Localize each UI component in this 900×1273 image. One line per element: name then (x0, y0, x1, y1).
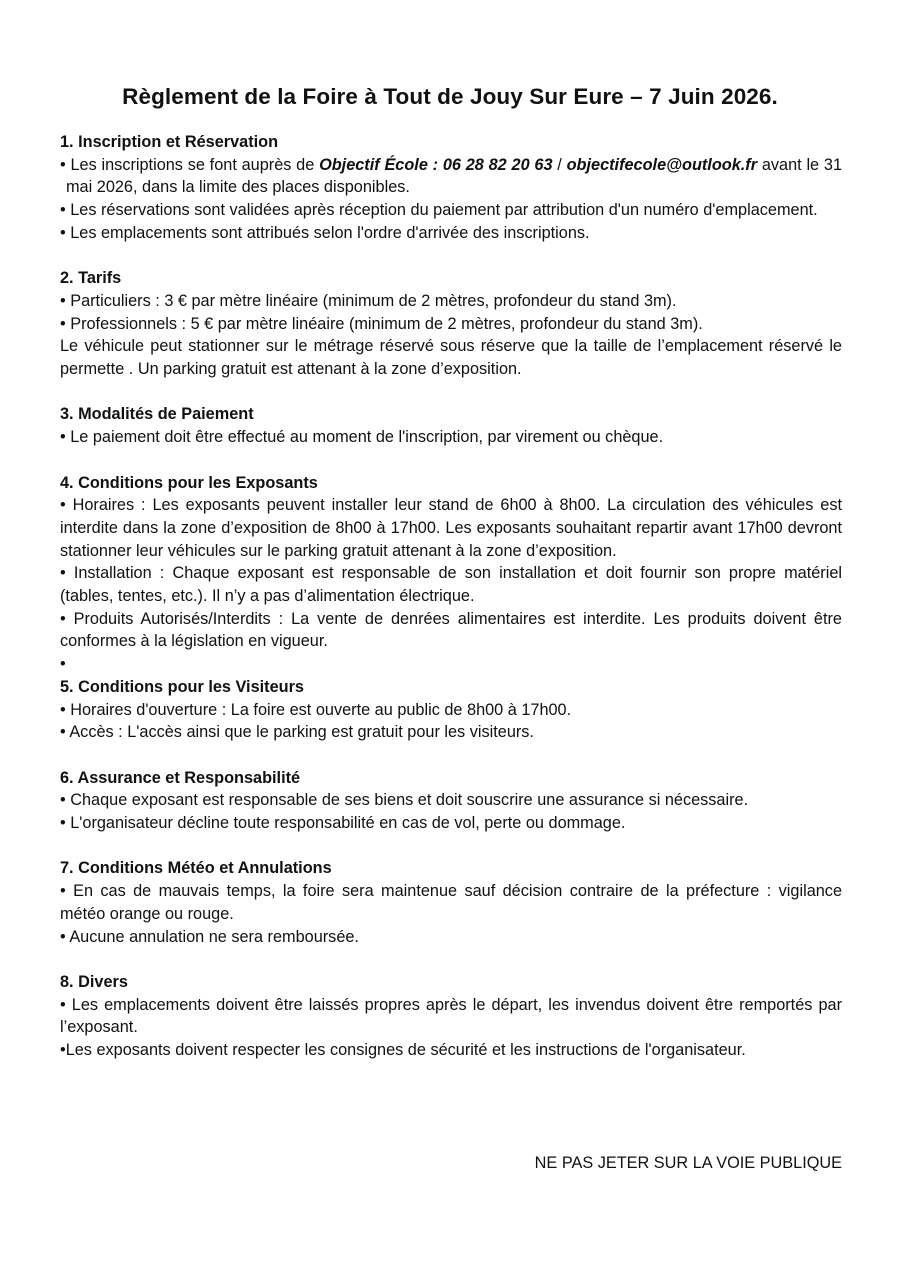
paragraph: • Professionnels : 5 € par mètre linéaire (minimum de 2 mètres, profondeur du stand 3m). (60, 314, 703, 333)
paragraph: • (60, 655, 66, 674)
paragraph: • Chaque exposant est responsable de ses biens et doit souscrire une assurance si nécessaire. (60, 791, 749, 810)
paragraph: • Les emplacements doivent être laissés propres après le départ, les invendus doivent être remportés par l’exposant. (60, 995, 842, 1037)
paragraph: • Aucune annulation ne sera remboursée. (60, 927, 359, 946)
contact-name-phone: Objectif École : 06 28 82 20 63 (319, 155, 553, 174)
section-visiteurs (60, 676, 842, 744)
paragraph: • Horaires d'ouverture : La foire est ouverte au public de 8h00 à 17h00. (60, 700, 572, 719)
paragraph: • Installation : Chaque exposant est responsable de son installation et doit fournir son propre matériel (tables, tentes, etc.). Il n’y a pas d’alimentation électrique. (60, 564, 842, 606)
paragraph: • Le paiement doit être effectué au moment de l'inscription, par virement ou chèque. (60, 428, 664, 447)
section-paiement (60, 403, 842, 448)
paragraph (60, 154, 842, 199)
text: / (552, 155, 567, 174)
section-heading: 8. Divers (60, 972, 128, 991)
section-assurance (60, 767, 842, 835)
paragraph: • En cas de mauvais temps, la foire sera maintenue sauf décision contraire de la préfecture : vigilance météo orange ou rouge. (60, 882, 842, 923)
section-heading: 7. Conditions Météo et Annulations (60, 859, 332, 878)
paragraph: • Les emplacements sont attribués selon l'ordre d'arrivée des inscriptions. (60, 223, 590, 242)
rules-body (60, 131, 842, 1084)
paragraph: • Particuliers : 3 € par mètre linéaire (minimum de 2 mètres, profondeur du stand 3m). (60, 291, 677, 310)
section-inscription (60, 131, 842, 245)
section-heading: 6. Assurance et Responsabilité (60, 768, 301, 787)
paragraph: • Les réservations sont validées après réception du paiement par attribution d'un numéro d'emplacement. (60, 201, 818, 220)
section-heading: 3. Modalités de Paiement (60, 405, 254, 424)
section-tarifs (60, 267, 842, 381)
section-divers (60, 971, 842, 1062)
footer-notice: NE PAS JETER SUR LA VOIE PUBLIQUE (534, 1154, 842, 1172)
section-meteo (60, 857, 842, 948)
paragraph: • Horaires : Les exposants peuvent installer leur stand de 6h00 à 8h00. La circulation des véhicules est interdite dans la zone d’exposition de 8h00 à 17h00. Les exposants souhaitant repartir avant 17h00 devront stationner leur véhicules sur le parking gratuit attenant à la zone d’exposition. (60, 496, 842, 560)
section-heading: 2. Tarifs (60, 269, 122, 288)
paragraph: •Les exposants doivent respecter les consignes de sécurité et les instructions de l'organisateur. (60, 1041, 746, 1060)
section-exposants (60, 472, 842, 676)
section-heading: 5. Conditions pour les Visiteurs (60, 677, 304, 696)
document-title: Règlement de la Foire à Tout de Jouy Sur Eure – 7 Juin 2026. (122, 84, 778, 109)
section-heading: 1. Inscription et Réservation (60, 133, 279, 151)
paragraph: • Produits Autorisés/Interdits : La vente de denrées alimentaires est interdite. Les produits doivent être conformes à la législation en vigueur. (60, 609, 842, 651)
text: avant le 31 mai 2026, dans la limite des places disponibles. (66, 155, 842, 197)
contact-email: objectifecole@outlook.fr (566, 155, 758, 174)
paragraph: Le véhicule peut stationner sur le métrage réservé sous réserve que la taille de l’emplacement réservé le permette . Un parking gratuit est attenant à la zone d’exposition. (60, 337, 842, 379)
section-heading: 4. Conditions pour les Exposants (60, 473, 318, 492)
paragraph: • Accès : L'accès ainsi que le parking est gratuit pour les visiteurs. (60, 723, 534, 742)
text: • Les inscriptions se font auprès de (60, 155, 320, 174)
paragraph: • L'organisateur décline toute responsabilité en cas de vol, perte ou dommage. (60, 814, 626, 833)
